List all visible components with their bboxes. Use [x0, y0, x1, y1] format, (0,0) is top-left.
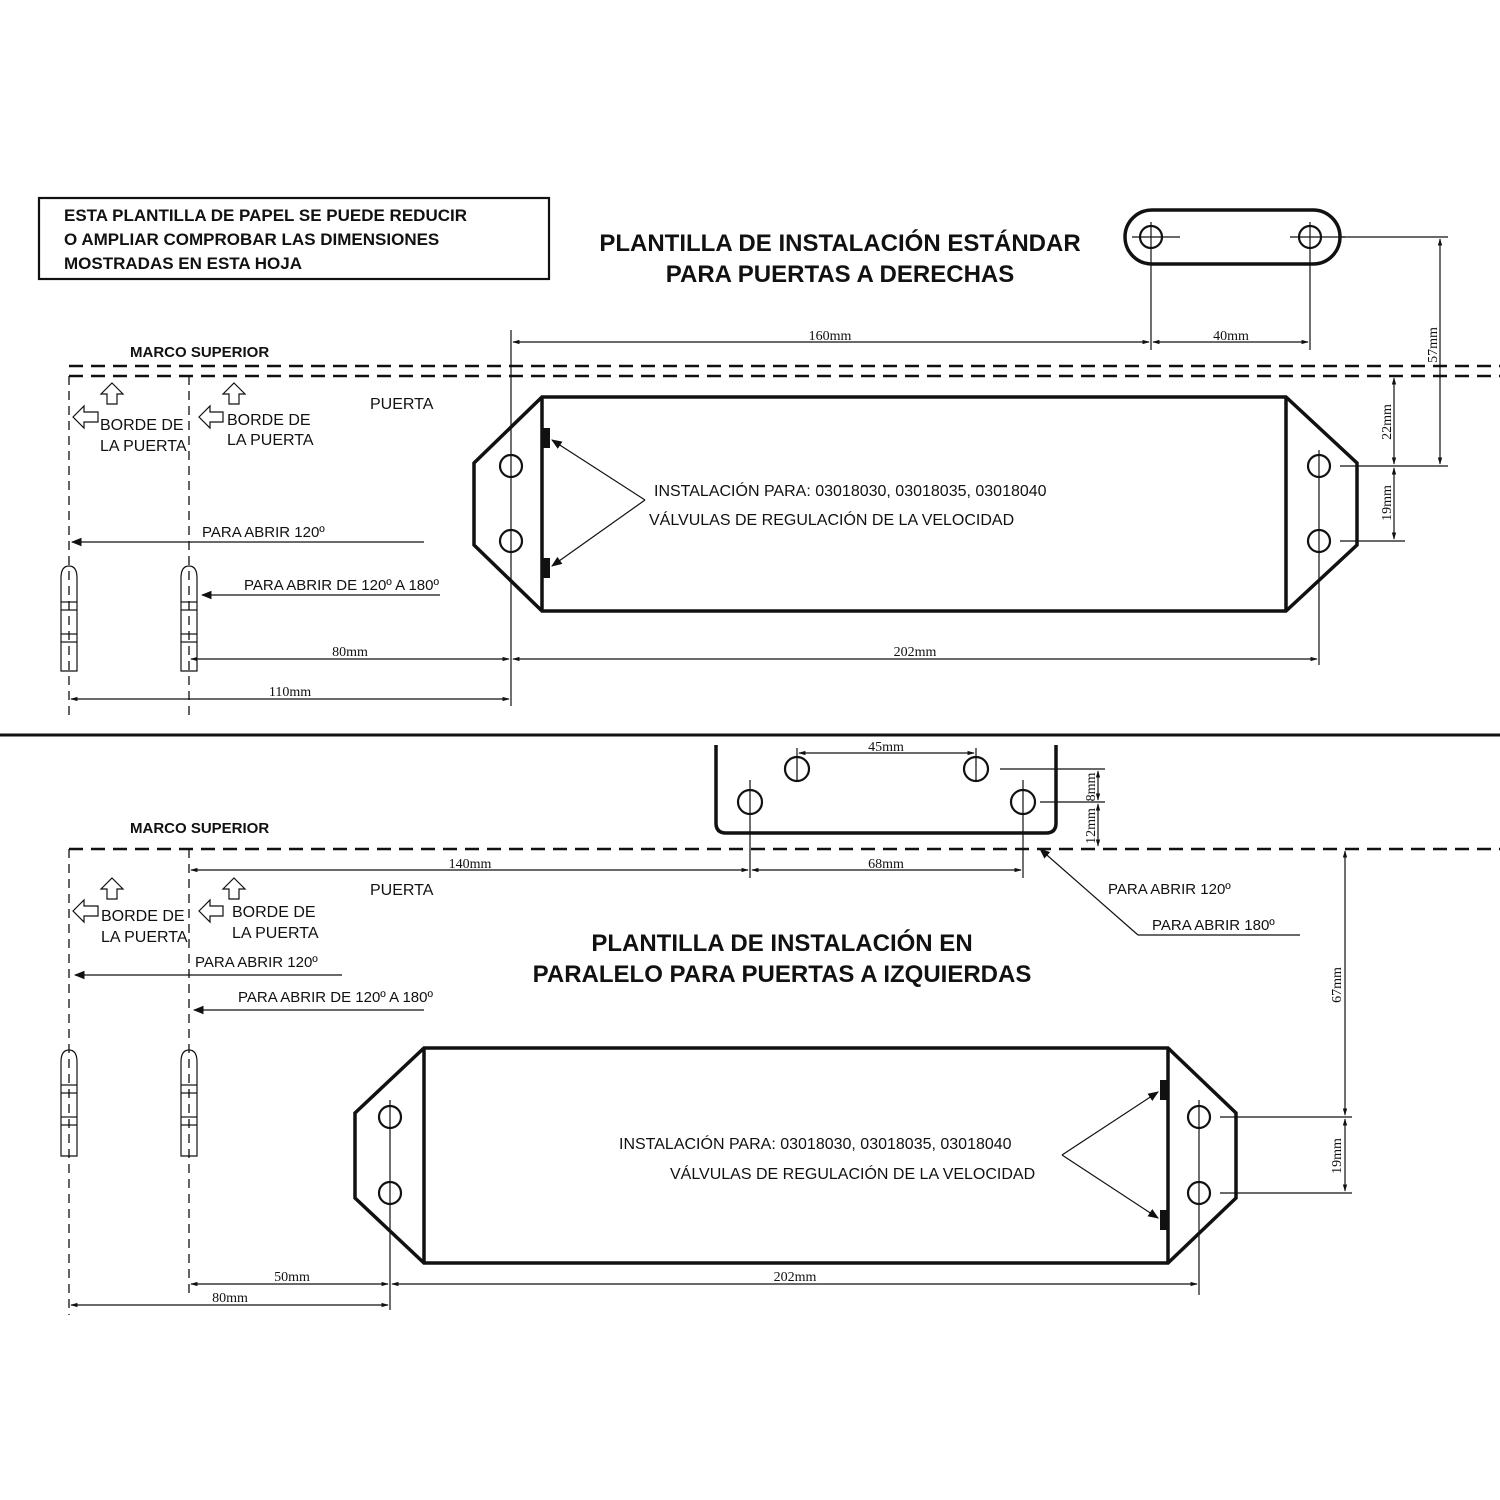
bottom-up-arrow-icon-2: [223, 878, 245, 899]
top-borde-1a: BORDE DE: [100, 417, 184, 434]
bottom-left-arrow-icon-2: [199, 900, 223, 922]
bottom-dim-12: 12mm: [1084, 808, 1099, 844]
notice-line-2: O AMPLIAR COMPROBAR LAS DIMENSIONES: [64, 230, 440, 249]
notice-line-3: MOSTRADAS EN ESTA HOJA: [64, 254, 303, 273]
bottom-borde-2a: BORDE DE: [232, 904, 316, 921]
top-door-closer-body: [474, 397, 1357, 611]
notice-line-1: ESTA PLANTILLA DE PAPEL SE PUEDE REDUCIR: [64, 206, 468, 225]
bottom-dim-68: 68mm: [868, 857, 904, 872]
bottom-borde-1b: LA PUERTA: [101, 929, 188, 946]
bottom-template: [61, 740, 1500, 1315]
top-valves-text: VÁLVULAS DE REGULACIÓN DE LA VELOCIDAD: [649, 512, 1015, 529]
bottom-dim-80: 80mm: [212, 1291, 248, 1306]
top-borde-2b: LA PUERTA: [227, 432, 314, 449]
top-puerta-label: PUERTA: [370, 396, 434, 413]
top-dim-22: 22mm: [1380, 404, 1395, 440]
top-dim-110: 110mm: [268, 685, 312, 700]
bottom-dim-202: 202mm: [773, 1270, 817, 1285]
bottom-install-text: INSTALACIÓN PARA: 03018030, 03018035, 03018040: [619, 1136, 1012, 1153]
top-borde-1b: LA PUERTA: [100, 438, 187, 455]
bottom-dim-140: 140mm: [448, 857, 492, 872]
top-left-arrow-icon-1: [73, 406, 98, 428]
bottom-abrir-120-right: PARA ABRIR 120º: [1108, 881, 1231, 898]
bottom-valve-pointer-1: [1062, 1092, 1158, 1155]
bottom-valve-pointer-2: [1062, 1155, 1158, 1218]
top-dim-19: 19mm: [1380, 485, 1395, 521]
bottom-title-line-1: PLANTILLA DE INSTALACIÓN EN: [591, 930, 973, 957]
top-valve-pointer-1: [552, 440, 645, 500]
bottom-borde-2b: LA PUERTA: [232, 925, 319, 942]
bottom-up-arrow-icon-1: [101, 878, 123, 899]
bottom-marco-superior: MARCO SUPERIOR: [130, 820, 270, 837]
top-valve-pointer-2: [552, 500, 645, 566]
notice-box: [39, 198, 549, 279]
top-dim-80: 80mm: [332, 645, 368, 660]
bottom-dim-67: 67mm: [1330, 967, 1345, 1003]
bottom-valves-text: VÁLVULAS DE REGULACIÓN DE LA VELOCIDAD: [670, 1166, 1036, 1183]
top-mounting-bracket: [1125, 210, 1448, 350]
bottom-dim-19: 19mm: [1330, 1138, 1345, 1174]
top-borde-2a: BORDE DE: [227, 412, 311, 429]
top-title-line-1: PLANTILLA DE INSTALACIÓN ESTÁNDAR: [599, 230, 1081, 257]
bottom-dim-8: 8mm: [1084, 772, 1099, 802]
bottom-mounting-bracket: [716, 745, 1105, 878]
bottom-borde-1a: BORDE DE: [101, 908, 185, 925]
bottom-dim-45: 45mm: [868, 740, 904, 755]
top-template: [61, 210, 1500, 715]
top-left-arrow-icon-2: [199, 406, 223, 428]
top-title-line-2: PARA PUERTAS A DERECHAS: [665, 261, 1015, 288]
top-abrir-120-180: PARA ABRIR DE 120º A 180º: [244, 577, 439, 594]
top-abrir-120: PARA ABRIR 120º: [202, 524, 325, 541]
top-up-arrow-icon-1: [101, 383, 123, 404]
top-dim-40: 40mm: [1213, 329, 1249, 344]
bottom-title-line-2: PARALELO PARA PUERTAS A IZQUIERDAS: [532, 961, 1032, 988]
top-dim-57: 57mm: [1426, 327, 1441, 363]
bottom-door-closer-body: [355, 1048, 1236, 1263]
bottom-left-arrow-icon-1: [73, 900, 98, 922]
bottom-abrir-180-right: PARA ABRIR 180º: [1152, 917, 1275, 934]
bottom-abrir-120: PARA ABRIR 120º: [195, 954, 318, 971]
top-dim-202: 202mm: [893, 645, 937, 660]
top-install-text: INSTALACIÓN PARA: 03018030, 03018035, 03018040: [654, 483, 1047, 500]
bottom-abrir-120-180: PARA ABRIR DE 120º A 180º: [238, 989, 433, 1006]
top-dim-160: 160mm: [808, 329, 852, 344]
bottom-puerta-label: PUERTA: [370, 882, 434, 899]
top-marco-superior: MARCO SUPERIOR: [130, 344, 270, 361]
bottom-dim-50: 50mm: [274, 1270, 310, 1285]
top-up-arrow-icon-2: [223, 383, 245, 404]
